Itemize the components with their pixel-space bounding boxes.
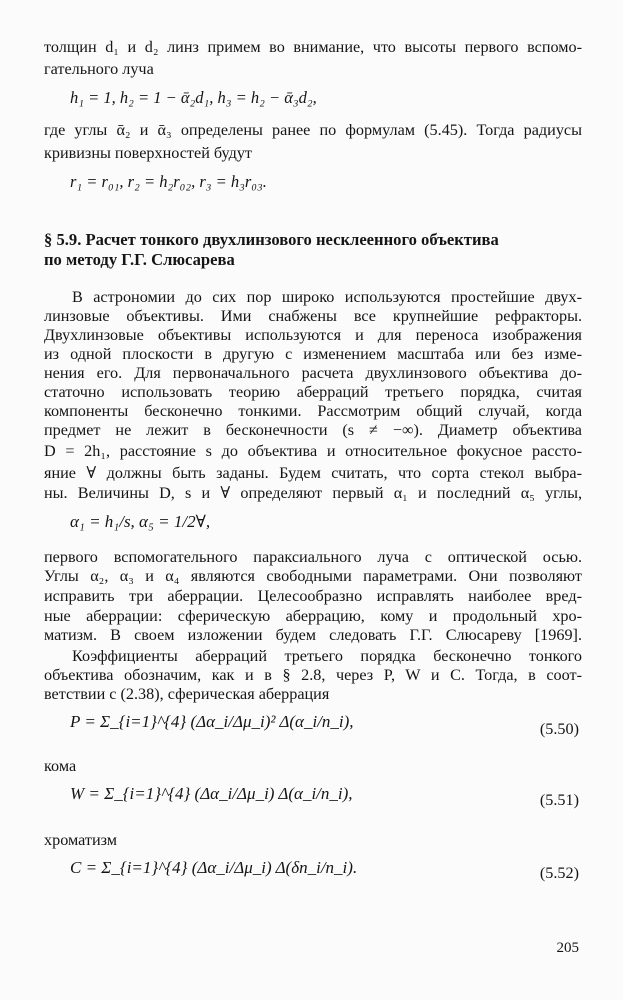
section-heading-line-1: § 5.9. Расчет тонкого двухлинзового несклеенного объектива (44, 230, 499, 249)
paragraph-line-9: D = 2h₁, расстояние s до объектива и относительное фокусное рассто- (44, 442, 582, 460)
equation-number-5-52: (5.52) (539, 864, 579, 882)
paragraph-line-11: ны. Величины D, s и ∀ определяют первый α₁ и последний α₅ углы, (44, 484, 582, 502)
paragraph-line-5: нения его. Для первоначального расчета двухлинзового объектива до- (44, 364, 582, 382)
text-line-4: кривизны поверхностей будут (44, 144, 252, 162)
text-line-2: гательного луча (44, 60, 154, 78)
equation-number-5-51: (5.51) (539, 791, 579, 809)
paragraph-line-6: статочно использовать теорию аберраций третьего порядка, считая (44, 383, 582, 401)
paragraph-line-4: из одной плоскости в другую с изменением масштаба или без изме- (44, 345, 582, 363)
text-line-3: где углы ᾱ₂ и ᾱ₃ определены ранее по формулам (5.45). Тогда радиусы (44, 121, 582, 139)
paragraph-2-line-3: ветствии с (2.38), сферическая аберрация (44, 685, 330, 703)
page-number: 205 (556, 940, 579, 956)
paragraph-line-12: первого вспомогательного параксиального луча с оптической осью. (44, 548, 582, 566)
equation-radii: r₁ = r₀₁, r₂ = h₂r₀₂, r₃ = h₃r₀₃. (70, 172, 267, 191)
paragraph-line-13: Углы α₂, α₃ и α₄ являются свободными параметрами. Они позволяют (44, 567, 582, 585)
equation-C: C = Σ_{i=1}^{4} (Δα_i/Δμ_i) Δ(δn_i/n_i). (70, 858, 358, 877)
paragraph-line-3: Двухлинзовые объективы используются и для переноса изображения (44, 326, 582, 344)
text-line-1: толщин d₁ и d₂ линз примем во внимание, что высоты первого вспомо- (44, 38, 582, 56)
equation-W: W = Σ_{i=1}^{4} (Δα_i/Δμ_i) Δ(α_i/n_i), (70, 784, 353, 803)
equation-heights: h₁ = 1, h₂ = 1 − ᾱ₂d₁, h₃ = h₂ − ᾱ₃d₂, (70, 88, 317, 107)
paragraph-2-line-2: объектива обозначим, как и в § 2.8, через P, W и C. Тогда, в соот- (44, 666, 582, 684)
paragraph-line-8: предмет не лежит в бесконечности (s ≠ −∞). Диаметр объектива (44, 421, 582, 439)
section-heading-line-2: по методу Г.Г. Слюсарева (44, 250, 235, 269)
paragraph-line-14: исправить три аберрации. Целесообразно исправлять наиболее вред- (44, 587, 582, 605)
paragraph-line-15: ные аберрации: сферическую аберрацию, кому и продольный хро- (44, 607, 582, 625)
paragraph-line-7: компоненты бесконечно тонкими. Рассмотрим общий случай, когда (44, 402, 582, 420)
equation-number-5-50: (5.50) (539, 720, 579, 738)
equation-angles: α₁ = h₁/s, α₅ = 1/2∀, (70, 512, 211, 531)
paragraph-line-1: В астрономии до сих пор широко используются простейшие двух- (72, 288, 582, 306)
label-chromatism: хроматизм (44, 831, 118, 849)
label-koma: кома (44, 757, 77, 775)
paragraph-2-line-1: Коэффициенты аберраций третьего порядка бесконечно тонкого (72, 647, 582, 665)
paragraph-line-16: матизм. В своем изложении будем следовать Г.Г. Слюсареву [1969]. (44, 626, 582, 644)
paragraph-line-2: линзовые объективы. Ими снабжены все крупнейшие рефракторы. (44, 307, 582, 325)
equation-P: P = Σ_{i=1}^{4} (Δα_i/Δμ_i)² Δ(α_i/n_i), (70, 712, 354, 731)
paragraph-line-10: яние ∀ должны быть заданы. Будем считать, что сорта стекол выбра- (44, 464, 582, 482)
